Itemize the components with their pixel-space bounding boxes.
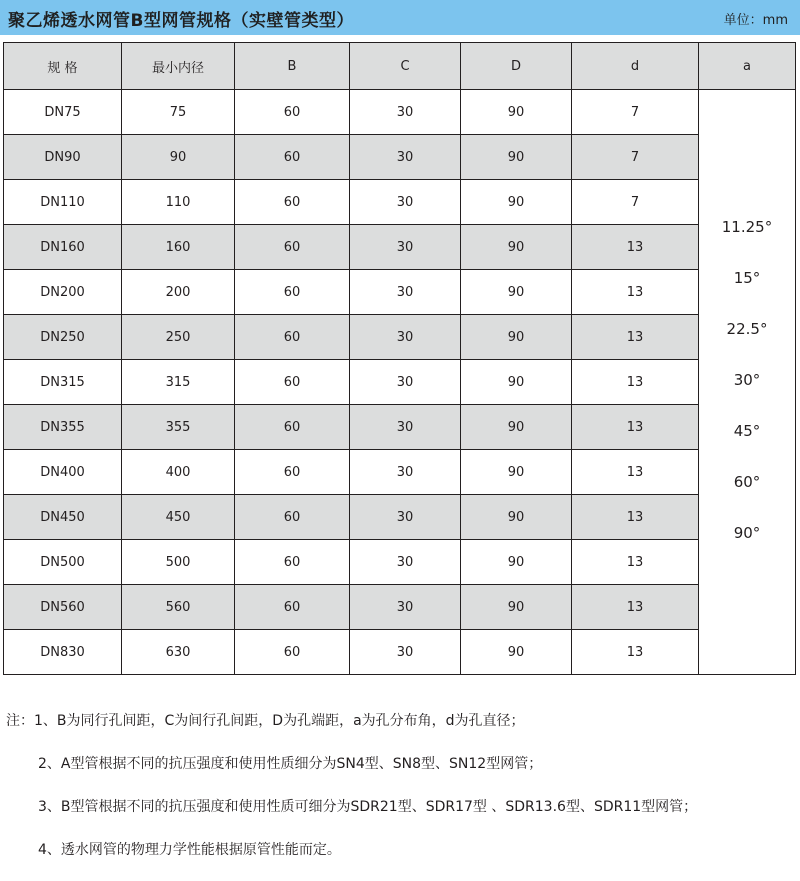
cell-b: 60 xyxy=(235,315,350,360)
cell-d-lower: 13 xyxy=(572,405,699,450)
cell-c: 30 xyxy=(350,540,461,585)
cell-d-lower: 7 xyxy=(572,180,699,225)
table-row xyxy=(4,585,796,630)
cell-spec: DN355 xyxy=(4,405,122,450)
table-row xyxy=(4,135,796,180)
cell-d-lower: 13 xyxy=(572,495,699,540)
cell-min-inner-diameter: 450 xyxy=(122,495,235,540)
cell-b: 60 xyxy=(235,270,350,315)
note-1: 注：1、B为同行孔间距，C为间行孔间距，D为孔端距，a为孔分布角，d为孔直径； xyxy=(6,713,525,729)
note-3: 3、B型管根据不同的抗压强度和使用性质可细分为SDR21型、SDR17型 、SDR13.6型、SDR11型网管； xyxy=(38,799,698,815)
cell-min-inner-diameter: 560 xyxy=(122,585,235,630)
cell-min-inner-diameter: 160 xyxy=(122,225,235,270)
table-row xyxy=(4,180,796,225)
table-row xyxy=(4,270,796,315)
cell-d-lower: 13 xyxy=(572,450,699,495)
cell-d-lower: 13 xyxy=(572,270,699,315)
cell-b: 60 xyxy=(235,90,350,135)
column-header-d-upper: D xyxy=(461,43,572,90)
unit-label: 单位：mm xyxy=(723,13,788,28)
cell-b: 60 xyxy=(235,360,350,405)
cell-d-lower: 13 xyxy=(572,315,699,360)
cell-b: 60 xyxy=(235,630,350,675)
cell-min-inner-diameter: 200 xyxy=(122,270,235,315)
cell-b: 60 xyxy=(235,180,350,225)
cell-b: 60 xyxy=(235,135,350,180)
angle-value: 22.5° xyxy=(726,320,768,338)
cell-min-inner-diameter: 400 xyxy=(122,450,235,495)
cell-c: 30 xyxy=(350,630,461,675)
cell-d-upper: 90 xyxy=(461,495,572,540)
column-header-a: a xyxy=(699,43,796,90)
cell-d-upper: 90 xyxy=(461,405,572,450)
cell-b: 60 xyxy=(235,495,350,540)
angle-value: 30° xyxy=(733,371,761,389)
angle-cell xyxy=(699,90,796,675)
column-header-c: C xyxy=(350,43,461,90)
title-bar xyxy=(0,0,800,35)
table-row xyxy=(4,405,796,450)
table-row xyxy=(4,225,796,270)
cell-c: 30 xyxy=(350,405,461,450)
cell-min-inner-diameter: 90 xyxy=(122,135,235,180)
cell-b: 60 xyxy=(235,585,350,630)
note-2: 2、A型管根据不同的抗压强度和使用性质细分为SN4型、SN8型、SN12型网管； xyxy=(38,756,543,772)
cell-min-inner-diameter: 355 xyxy=(122,405,235,450)
cell-b: 60 xyxy=(235,225,350,270)
angle-value: 60° xyxy=(733,473,761,491)
cell-d-lower: 13 xyxy=(572,540,699,585)
table-row xyxy=(4,630,796,675)
spec-table xyxy=(3,42,796,675)
cell-b: 60 xyxy=(235,540,350,585)
table-row xyxy=(4,450,796,495)
cell-d-upper: 90 xyxy=(461,585,572,630)
cell-spec: DN90 xyxy=(4,135,122,180)
cell-c: 30 xyxy=(350,135,461,180)
cell-spec: DN830 xyxy=(4,630,122,675)
cell-d-lower: 13 xyxy=(572,360,699,405)
cell-spec: DN500 xyxy=(4,540,122,585)
cell-d-upper: 90 xyxy=(461,450,572,495)
table-row xyxy=(4,360,796,405)
cell-spec: DN560 xyxy=(4,585,122,630)
cell-min-inner-diameter: 250 xyxy=(122,315,235,360)
cell-b: 60 xyxy=(235,405,350,450)
cell-min-inner-diameter: 110 xyxy=(122,180,235,225)
cell-spec: DN200 xyxy=(4,270,122,315)
cell-d-upper: 90 xyxy=(461,180,572,225)
cell-min-inner-diameter: 315 xyxy=(122,360,235,405)
cell-spec: DN315 xyxy=(4,360,122,405)
cell-d-lower: 7 xyxy=(572,135,699,180)
table-row xyxy=(4,540,796,585)
cell-spec: DN110 xyxy=(4,180,122,225)
angle-list xyxy=(699,90,795,559)
cell-spec: DN400 xyxy=(4,450,122,495)
cell-d-upper: 90 xyxy=(461,630,572,675)
cell-spec: DN160 xyxy=(4,225,122,270)
cell-spec: DN75 xyxy=(4,90,122,135)
column-header-b: B xyxy=(235,43,350,90)
column-header-min-inner-diameter: 最小内径 xyxy=(122,43,235,90)
angle-value: 15° xyxy=(733,269,761,287)
cell-min-inner-diameter: 500 xyxy=(122,540,235,585)
column-header-d-lower: d xyxy=(572,43,699,90)
note-4: 4、透水网管的物理力学性能根据原管性能而定。 xyxy=(38,842,341,858)
cell-d-upper: 90 xyxy=(461,90,572,135)
cell-d-upper: 90 xyxy=(461,270,572,315)
cell-d-lower: 13 xyxy=(572,585,699,630)
table-row xyxy=(4,495,796,540)
cell-d-upper: 90 xyxy=(461,315,572,360)
cell-c: 30 xyxy=(350,495,461,540)
angle-value: 11.25° xyxy=(721,218,773,236)
cell-c: 30 xyxy=(350,360,461,405)
table-row xyxy=(4,90,796,135)
cell-d-upper: 90 xyxy=(461,360,572,405)
cell-spec: DN250 xyxy=(4,315,122,360)
cell-d-upper: 90 xyxy=(461,225,572,270)
page-title: 聚乙烯透水网管B型网管规格（实壁管类型） xyxy=(8,11,354,31)
cell-c: 30 xyxy=(350,450,461,495)
angle-value: 90° xyxy=(733,524,761,542)
cell-d-lower: 7 xyxy=(572,90,699,135)
cell-spec: DN450 xyxy=(4,495,122,540)
angle-value: 45° xyxy=(733,422,761,440)
cell-c: 30 xyxy=(350,315,461,360)
cell-d-upper: 90 xyxy=(461,135,572,180)
column-header-spec: 规 格 xyxy=(4,43,122,90)
cell-c: 30 xyxy=(350,90,461,135)
header-row xyxy=(4,43,796,90)
table-row xyxy=(4,315,796,360)
cell-c: 30 xyxy=(350,270,461,315)
cell-min-inner-diameter: 75 xyxy=(122,90,235,135)
notes-section xyxy=(6,709,796,881)
cell-c: 30 xyxy=(350,585,461,630)
cell-d-lower: 13 xyxy=(572,225,699,270)
cell-min-inner-diameter: 630 xyxy=(122,630,235,675)
cell-d-upper: 90 xyxy=(461,540,572,585)
cell-c: 30 xyxy=(350,225,461,270)
cell-c: 30 xyxy=(350,180,461,225)
cell-b: 60 xyxy=(235,450,350,495)
cell-d-lower: 13 xyxy=(572,630,699,675)
